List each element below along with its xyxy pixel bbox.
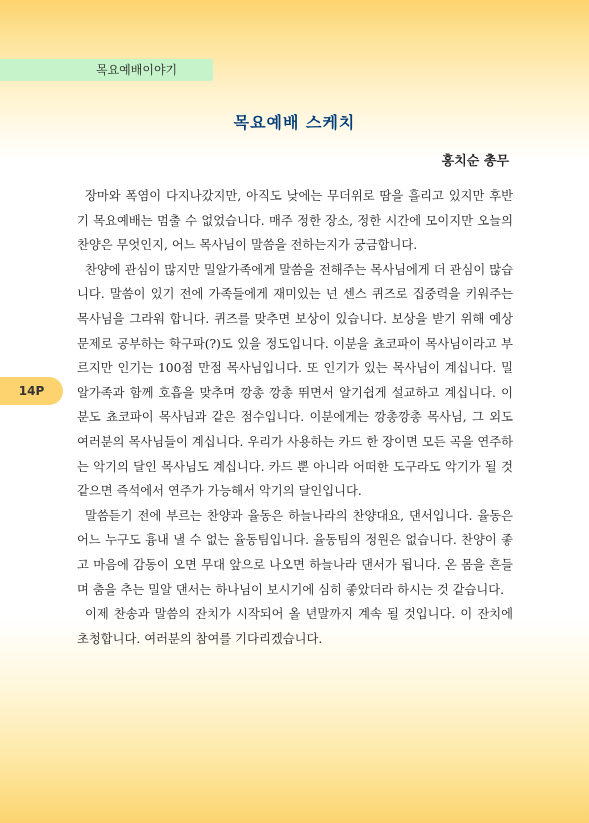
paragraph-4: 이제 찬송과 말씀의 잔치가 시작되어 올 년말까지 계속 될 것입니다. 이 잔치에 초청합니다. 여러분의 참여를 기다리겠습니다. <box>77 607 513 646</box>
paragraph-1: 장마와 폭염이 다지나갔지만, 아직도 낮에는 무더위로 땀을 흘리고 있지만 후반기 목요예배는 멈출 수 없었습니다. 매주 정한 장소, 정한 시간에 모이지만 오늘의 찬양은 무엇인지, 어느 목사님이 말씀을 전하는지가 궁금합니다. <box>77 189 513 253</box>
article-body <box>77 184 513 651</box>
paragraph-2: 찬양에 관심이 많지만 밀알가족에게 말씀을 전해주는 목사님에게 더 관심이 많습니다. 말씀이 있기 전에 가족들에게 재미있는 넌 센스 퀴즈로 집중력을 키워주는 목사님을 그라워 합니다. 퀴즈를 맞추면 보상이 있습니다. 보상을 받기 위해 예상 문제로 공부하는 학구파(?)도 있을 정도입니다. 이분을 쵸코파이 목사님이라고 부르지만 인기는 100점 만점 목사님입니다. 또 인기가 있는 목사님이 계십니다. 밀알가족과 함께 호흡을 맞추며 깡총 깡총 뛰면서 알기쉽게 설교하고 계십니다. 이 분도 쵸코파이 목사님과 같은 점수입니다. 이분에게는 깡총깡총 목사님, 그 외도 여러분의 목사님들이 계십니다. 우리가 사용하는 카드 한 장이면 모든 곡을 연주하는 악기의 달인 목사님도 계십니다. 카드 뿐 아니라 어떠한 도구라도 악기가 될 것 같으면 즉석에서 연주가 가능해서 악기의 달인입니다. <box>77 262 513 499</box>
paragraph-3: 말씀듣기 전에 부르는 찬양과 율동은 하늘나라의 찬양대요, 댄서입니다. 율동은 어느 누구도 흉내 낼 수 없는 율동팀입니다. 율동팀의 정원은 없습니다. 찬양이 좋고 마음에 감동이 오면 무대 앞으로 나오면 하늘나라 댄서가 됩니다. 온 몸을 흔들며 춤을 추는 밀알 댄서는 하나님이 보시기에 심히 좋았더라 하시는 것 같습니다. <box>77 508 513 597</box>
article-author: 홍치순 총무 <box>441 154 509 169</box>
section-label: 목요예배이야기 <box>0 59 213 81</box>
article-title: 목요예배 스케치 <box>233 113 356 132</box>
page-number-tab: 14P <box>0 377 63 405</box>
